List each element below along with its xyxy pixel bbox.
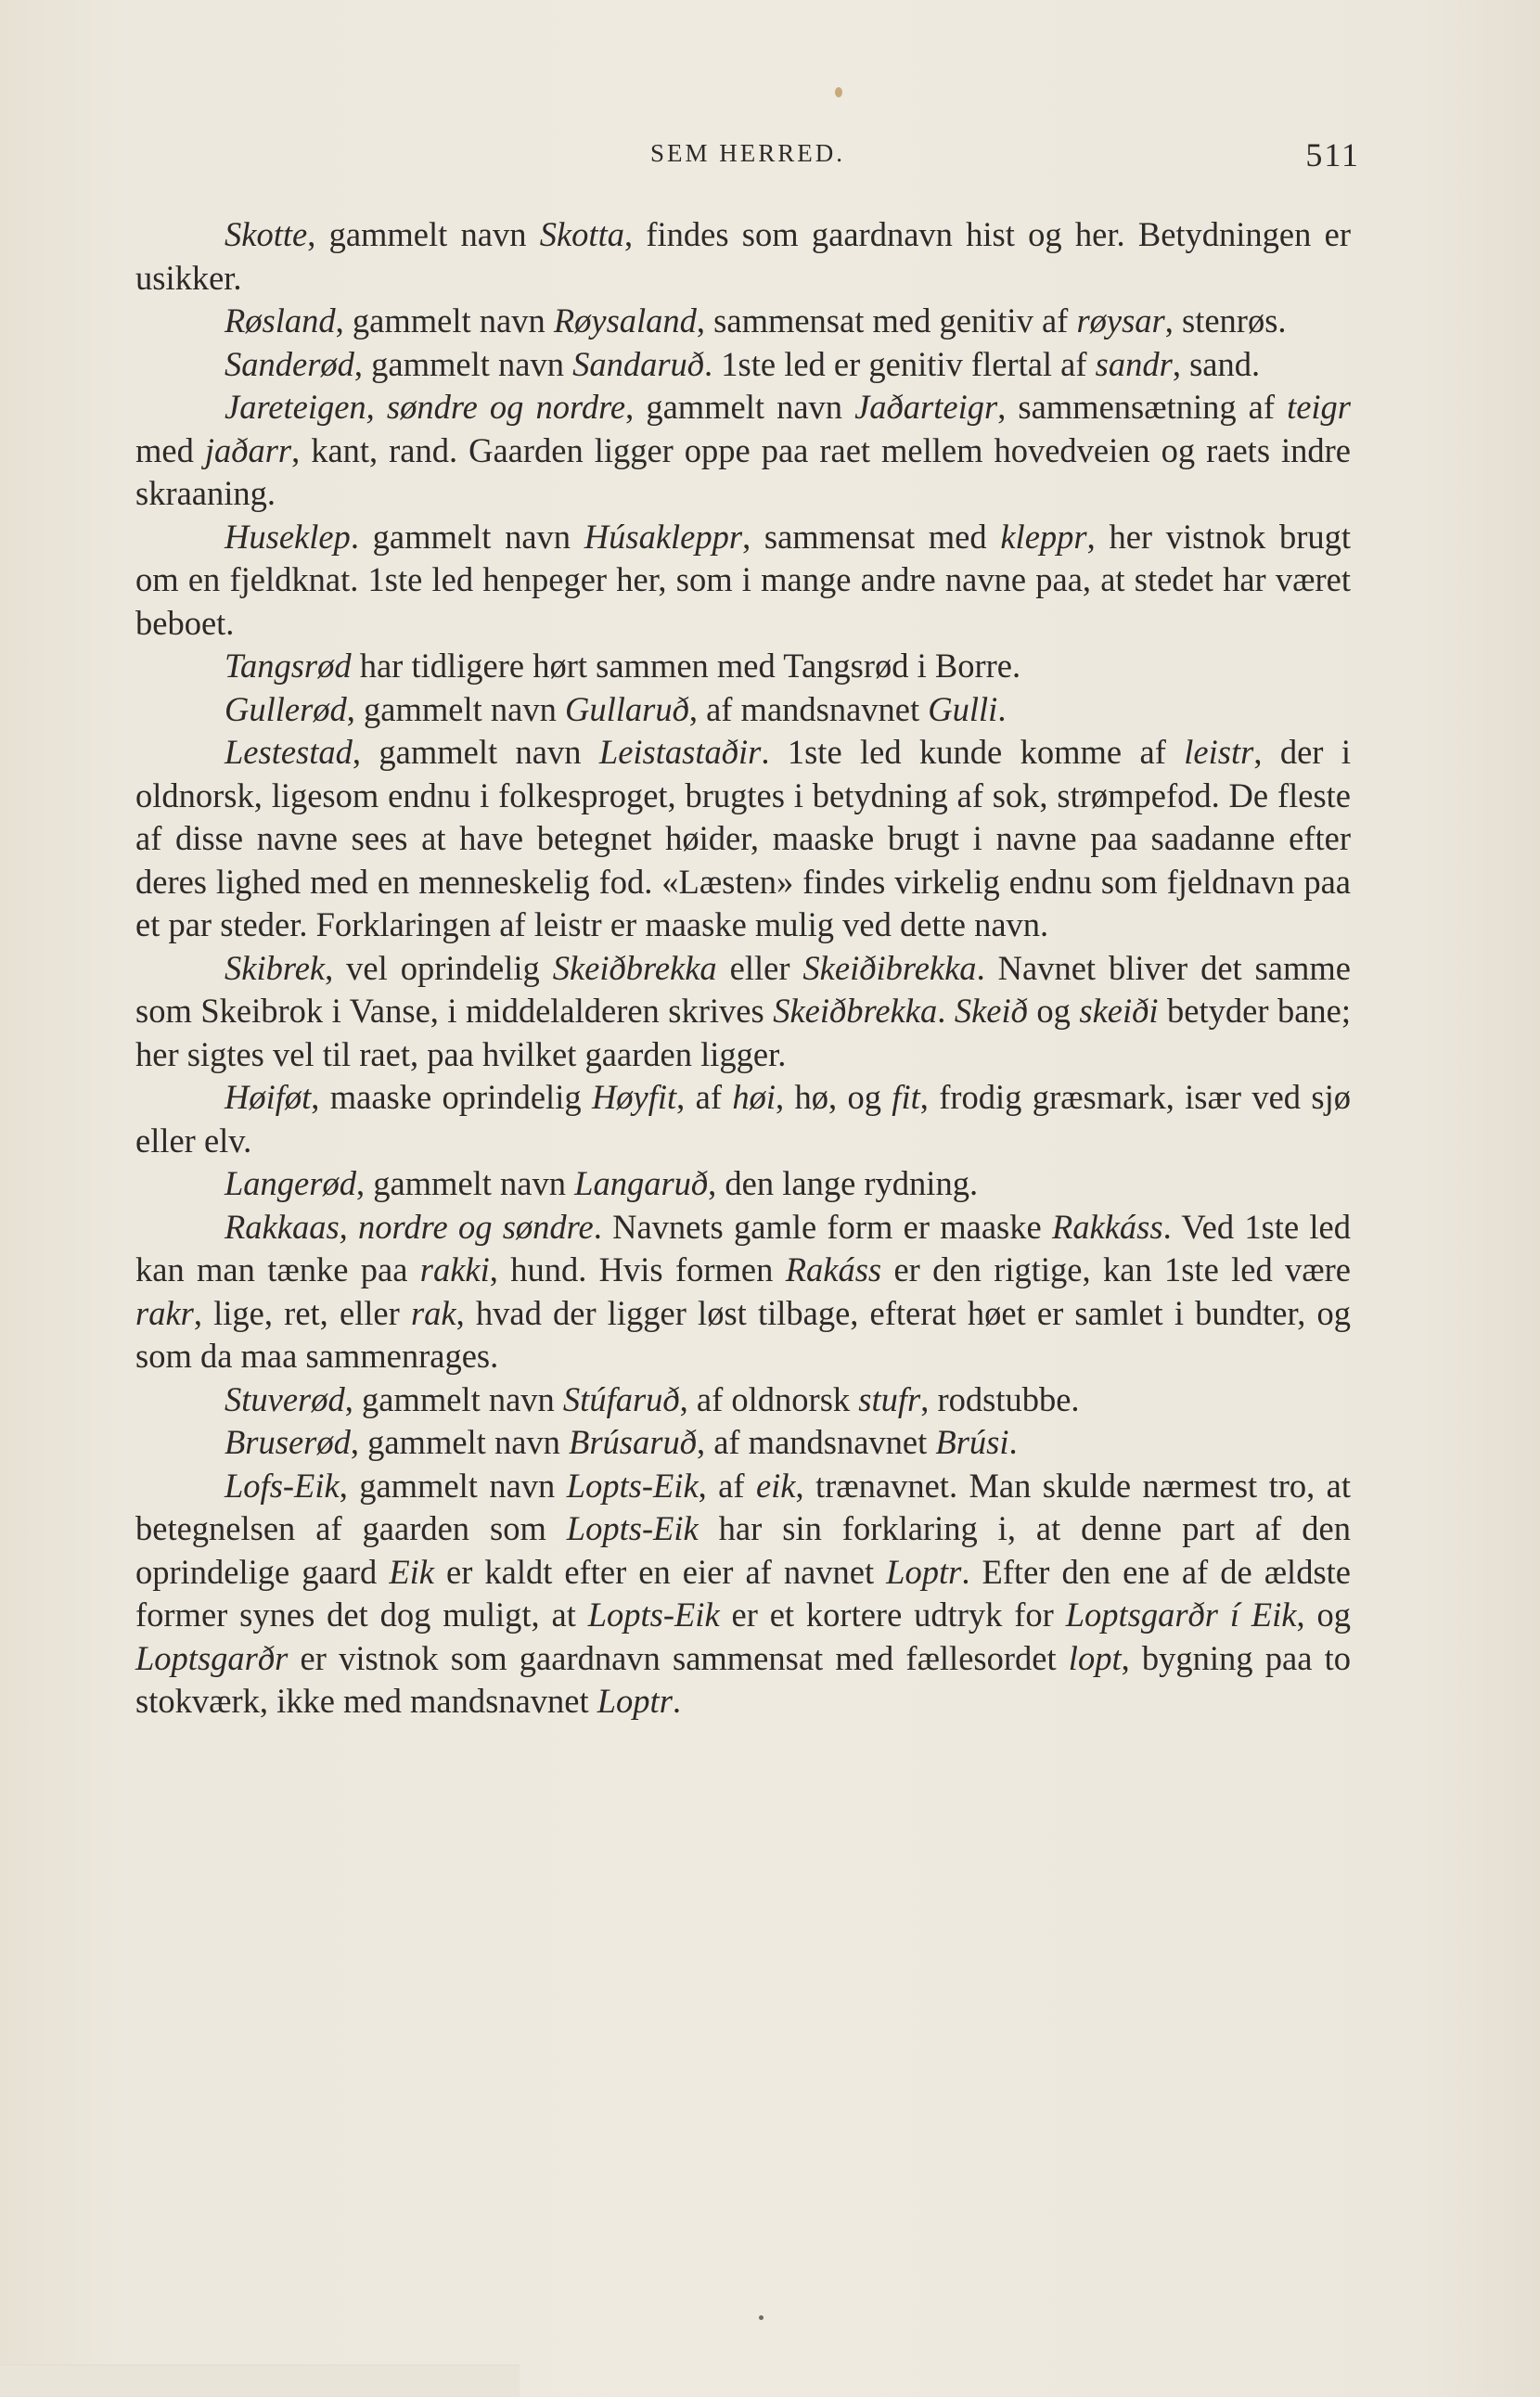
farm-name: Huseklep (225, 517, 351, 556)
cited-word: teigr (1287, 388, 1352, 426)
entry-lofs-eik (135, 1465, 1351, 1724)
cited-word: Brúsi (935, 1423, 1009, 1461)
entry-text: , kant, rand. Gaarden ligger oppe paa raet mellem hovedveien og raets indre skraaning. (135, 430, 1351, 512)
cited-word: Skeiðibrekka (802, 948, 977, 987)
cited-word: Gulli (928, 689, 998, 728)
old-name: Langaruð (574, 1164, 709, 1202)
farm-name: Lestestad (225, 733, 353, 771)
cited-word: kleppr (1000, 517, 1087, 556)
old-name: Húsakleppr (584, 517, 743, 556)
cited-word: Loptsgarðr (135, 1638, 289, 1677)
entry-text: , gammelt navn (346, 689, 565, 728)
entry-text: . gammelt navn (350, 517, 584, 556)
paper-stain (0, 2365, 520, 2397)
entry-text: . Navnets gamle form er maaske (593, 1207, 1052, 1246)
entry-text: , frodig græsmark, især ved sjø eller elv. (135, 1078, 1352, 1160)
entry-text: , af oldnorsk (679, 1379, 859, 1418)
cited-word: Høyfit (591, 1078, 677, 1116)
cited-word: eik (755, 1466, 796, 1505)
farm-name: Tangsrød (225, 647, 352, 685)
entry-text: , hund. Hvis formen (489, 1250, 786, 1288)
cited-word: røysar (1076, 301, 1165, 340)
page-number: 511 (1305, 136, 1360, 173)
cited-word: fit (892, 1078, 920, 1116)
cited-word: rakki (419, 1250, 490, 1288)
old-name: Sandaruð (572, 344, 705, 383)
entry-stuverod (135, 1378, 1351, 1422)
entry-text: , gammelt navn (307, 215, 540, 253)
cited-word: jaðarr (204, 430, 292, 469)
entry-text: , maaske oprindelig (311, 1078, 592, 1116)
cited-word: Skeiðbrekka (552, 948, 717, 987)
entry-text: , gammelt navn (350, 1423, 570, 1461)
entry-text: , og (1296, 1596, 1351, 1634)
cited-word: Rakkáss (1051, 1207, 1163, 1246)
entry-text: har sin forklaring i, at denne part af den oprindelige gaard (135, 1509, 1351, 1591)
entry-text: , gammelt navn (344, 1379, 563, 1418)
old-name: Gullaruð (564, 689, 689, 728)
farm-name: Stuverød (225, 1379, 345, 1418)
entry-lestestad (135, 731, 1351, 947)
farm-name: Skotte (225, 215, 308, 253)
old-name: Brúsaruð (569, 1423, 697, 1461)
cited-word: leistr (1184, 733, 1254, 771)
entry-text: er vistnok som gaardnavn sammensat med fællesordet (288, 1638, 1069, 1677)
entry-text: er et kortere udtryk for (719, 1596, 1066, 1634)
farm-name: Langerød (225, 1164, 356, 1202)
entry-rakkaas (135, 1206, 1351, 1378)
entry-text: . 1ste led kunde komme af (761, 733, 1185, 771)
farm-name: Sanderød (225, 344, 354, 383)
old-name: Stúfaruð (562, 1379, 680, 1418)
entry-text: . (672, 1682, 682, 1720)
entry-text: , der i oldnorsk, ligesom endnu i folkesproget, brugtes i betydning af sok, strømpefod. De fleste af disse navne sees at have betegnet høider, maaske brugt i navne paa saadanne efter deres lighed med en menneskelig fod. «Læsten» findes virkelig endnu som fjeldnavn paa et par steder. Forklaringen af leistr er maaske mulig ved dette navn. (135, 733, 1351, 943)
entry-text: , hø, og (776, 1078, 892, 1116)
entry-text: , af (676, 1078, 733, 1116)
cited-word: rakr (135, 1293, 194, 1332)
entry-text: . (997, 689, 1007, 728)
entry-text: , sammensat med genitiv af (696, 301, 1077, 340)
entry-text: , trænavnet. Man skulde nærmest tro, at betegnelsen af gaarden som (135, 1466, 1351, 1547)
entry-text: , den lange rydning. (708, 1164, 979, 1202)
cited-word: sandr (1095, 344, 1173, 383)
cited-word: rak (410, 1293, 456, 1332)
entry-text: , gammelt navn (355, 1164, 575, 1202)
entry-text: , hvad der ligger løst tilbage, efterat høet er samlet i bundter, og som da maa sammenrages. (135, 1293, 1351, 1375)
entry-text: , findes som gaardnavn hist og her. Betydningen er usikker. (135, 215, 1351, 297)
entry-huseklep (135, 516, 1351, 646)
old-name: Skotta (539, 215, 624, 253)
entry-text: . (937, 992, 955, 1030)
entry-text: , gammelt navn (339, 1466, 567, 1505)
entry-text: . 1ste led er genitiv flertal af (704, 344, 1096, 383)
entry-skotte (135, 213, 1351, 300)
entry-text: betyder bane; her sigtes vel til raet, paa hvilket gaarden ligger. (135, 992, 1352, 1073)
cited-word: stufr (858, 1379, 921, 1418)
entry-text: , bygning paa to stokværk, ikke med mandsnavnet (135, 1638, 1351, 1720)
entry-sanderod (135, 343, 1351, 387)
ink-spot (835, 87, 842, 97)
entry-text: , gammelt navn (353, 344, 573, 383)
farm-name: Bruserød (225, 1423, 351, 1461)
entry-text: , sand. (1172, 344, 1261, 383)
entry-text: . Efter den ene af de ældste former synes det dog muligt, at (135, 1552, 1351, 1634)
old-name: Røysaland (553, 301, 697, 340)
entry-text: og (1027, 992, 1080, 1030)
entry-text: har tidligere hørt sammen med Tangsrød i Borre. (351, 647, 1021, 685)
farm-name: Gullerød (225, 689, 347, 728)
farm-name: Røsland (225, 301, 336, 340)
farm-name: Jareteigen, søndre og nordre (225, 388, 626, 426)
page-header (135, 136, 1360, 176)
cited-word: Skeiðbrekka (773, 992, 938, 1030)
running-title: SEM HERRED. (649, 139, 846, 167)
entry-text: er kaldt efter en eier af navnet (433, 1552, 887, 1591)
entry-text: , vel oprindelig (325, 948, 553, 987)
entry-text: , af mandsnavnet (688, 689, 929, 728)
entry-text: , lige, ret, eller (193, 1293, 411, 1332)
old-name: Leistastaðir (598, 733, 762, 771)
cited-word: lopt (1068, 1638, 1122, 1677)
cited-word: høi (732, 1078, 776, 1116)
entry-gullerod (135, 688, 1351, 732)
entry-text: . Navnet bliver det samme som Skeibrok i Vanse, i middelalderen skrives (135, 948, 1351, 1030)
cited-word: Loptsgarðr í Eik (1065, 1596, 1297, 1634)
cited-word: Lopts-Eik (566, 1509, 699, 1547)
cited-word: skeiði (1079, 992, 1159, 1030)
ink-dot (759, 2315, 764, 2320)
old-name: Jaðarteigr (854, 388, 998, 426)
entry-langerod (135, 1162, 1351, 1206)
entry-text: , af (698, 1466, 756, 1505)
body-text (135, 213, 1351, 1724)
entry-bruserod (135, 1421, 1351, 1465)
farm-name: Rakkaas, nordre og søndre (225, 1207, 594, 1246)
entry-rosland (135, 300, 1351, 343)
entry-text: , gammelt navn (335, 301, 554, 340)
entry-text: , rodstubbe. (920, 1379, 1080, 1418)
farm-name: Høiføt (225, 1078, 312, 1116)
entry-skibrek (135, 947, 1351, 1077)
entry-tangsrod (135, 645, 1351, 688)
entry-text: er den rigtige, kan 1ste led være (881, 1250, 1351, 1288)
entry-text: , stenrøs. (1164, 301, 1287, 340)
cited-word: Lopts-Eik (587, 1596, 720, 1634)
old-name: Lopts-Eik (566, 1466, 699, 1505)
entry-text: , her vistnok brugt om en fjeldknat. 1ste led henpeger her, som i mange andre navne paa, at stedet har været beboet. (135, 517, 1352, 642)
entry-text: . (1008, 1423, 1018, 1461)
entry-text: eller (716, 948, 803, 987)
entry-text: , gammelt navn (625, 388, 855, 426)
entry-text: , sammensat med (742, 517, 1001, 556)
cited-word: Loptr (886, 1552, 962, 1591)
entry-jareteigen (135, 386, 1351, 516)
cited-word: Skeið (954, 992, 1028, 1030)
cited-word: Loptr (597, 1682, 673, 1720)
entry-text: . Ved 1ste led kan man tænke paa (135, 1207, 1351, 1288)
cited-word: Eik (389, 1552, 434, 1591)
entry-text: med (135, 430, 205, 469)
entry-text: , gammelt navn (352, 733, 599, 771)
farm-name: Lofs-Eik (225, 1466, 340, 1505)
farm-name: Skibrek (225, 948, 326, 987)
cited-word: Rakáss (785, 1250, 882, 1288)
entry-text: , af mandsnavnet (696, 1423, 936, 1461)
entry-text: , sammensætning af (997, 388, 1288, 426)
entry-hoifot (135, 1076, 1351, 1162)
